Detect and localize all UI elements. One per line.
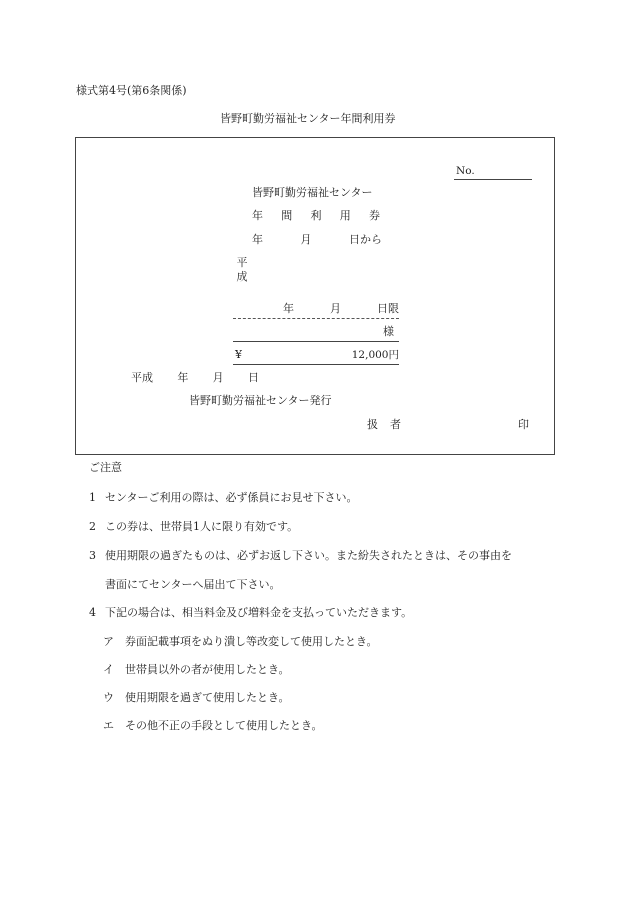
sub-note-text: 使用期限を過ぎて使用したとき。 <box>125 691 290 704</box>
sub-note-item <box>103 663 290 677</box>
sub-note-text: その他不正の手段として使用したとき。 <box>125 719 323 732</box>
ticket-amount: 12,000円 <box>351 349 399 361</box>
valid-until-year: 年 <box>283 302 294 315</box>
ticket-center-name: 皆野町勤労福祉センター <box>252 186 373 199</box>
issue-month: 月 <box>212 371 224 384</box>
sub-note-letter: イ <box>103 663 114 676</box>
note-text: センターご利用の際は、必ず係員にお見せ下さい。 <box>105 491 358 504</box>
sub-note-item <box>103 691 290 705</box>
valid-from-year: 年 <box>252 233 263 246</box>
sub-note-text: 券面記載事項をぬり潰し等改変して使用したとき。 <box>125 635 378 648</box>
handler-char: 扱 <box>367 418 378 431</box>
seal-mark: 印 <box>518 418 529 431</box>
note-item <box>89 549 512 563</box>
ticket-title-char: 年 <box>252 209 263 222</box>
holder-honorific: 様 <box>383 325 394 338</box>
yen-symbol: ¥ <box>235 348 242 361</box>
note-item-continuation <box>89 578 281 592</box>
ticket-number-line <box>454 179 532 180</box>
notes-heading: ご注意 <box>89 461 122 474</box>
handler-char: 者 <box>390 418 401 431</box>
note-item <box>89 491 358 505</box>
form-number-label: 様式第4号(第6条関係) <box>76 84 187 97</box>
document-title: 皆野町勤労福祉センター年間利用券 <box>220 112 396 125</box>
valid-from-row <box>252 233 382 247</box>
issue-year: 年 <box>177 371 189 384</box>
sub-note-item <box>103 719 323 733</box>
note-number: 2 <box>89 520 96 533</box>
issuer-label: 皆野町勤労福祉センター発行 <box>189 394 332 407</box>
sub-note-letter: ア <box>103 635 114 648</box>
era-char: 平 <box>236 256 248 269</box>
sub-note-letter: エ <box>103 719 114 732</box>
note-text: 下記の場合は、相当料金及び増料金を支払っていただきます。 <box>105 606 413 619</box>
note-text: 書面にてセンターへ届出て下さい。 <box>105 578 281 591</box>
sub-note-letter: ウ <box>103 691 114 704</box>
note-item <box>89 606 412 620</box>
note-item <box>89 520 298 534</box>
note-number: 1 <box>89 491 96 504</box>
valid-from-day: 日から <box>349 233 382 246</box>
valid-until-month: 月 <box>330 302 341 315</box>
ticket-title <box>252 209 380 223</box>
valid-until-dashed-line <box>233 318 399 319</box>
ticket-number-label: No. <box>456 165 475 177</box>
amount-line <box>233 364 399 365</box>
era-label-vertical <box>235 256 249 284</box>
handler-label <box>367 418 401 432</box>
note-text: この券は、世帯員1人に限り有効です。 <box>105 520 299 533</box>
ticket-title-char: 用 <box>339 209 351 222</box>
ticket-title-char: 券 <box>369 209 380 222</box>
holder-name-line <box>233 341 399 342</box>
note-number: 3 <box>89 549 96 562</box>
note-number: 4 <box>89 606 96 619</box>
note-text: 使用期限の過ぎたものは、必ずお返し下さい。また紛失されたときは、その事由を <box>105 549 512 562</box>
sub-note-text: 世帯員以外の者が使用したとき。 <box>125 663 290 676</box>
valid-until-day: 日限 <box>377 302 399 315</box>
ticket-title-char: 間 <box>281 209 293 222</box>
valid-from-month: 月 <box>300 233 312 246</box>
issue-era: 平成 <box>131 371 153 384</box>
era-char: 成 <box>236 270 248 283</box>
sub-note-item <box>103 635 378 649</box>
issue-day: 日 <box>247 371 259 384</box>
issue-date-row <box>131 371 259 385</box>
valid-until-row <box>283 302 399 316</box>
ticket-title-char: 利 <box>310 209 322 222</box>
